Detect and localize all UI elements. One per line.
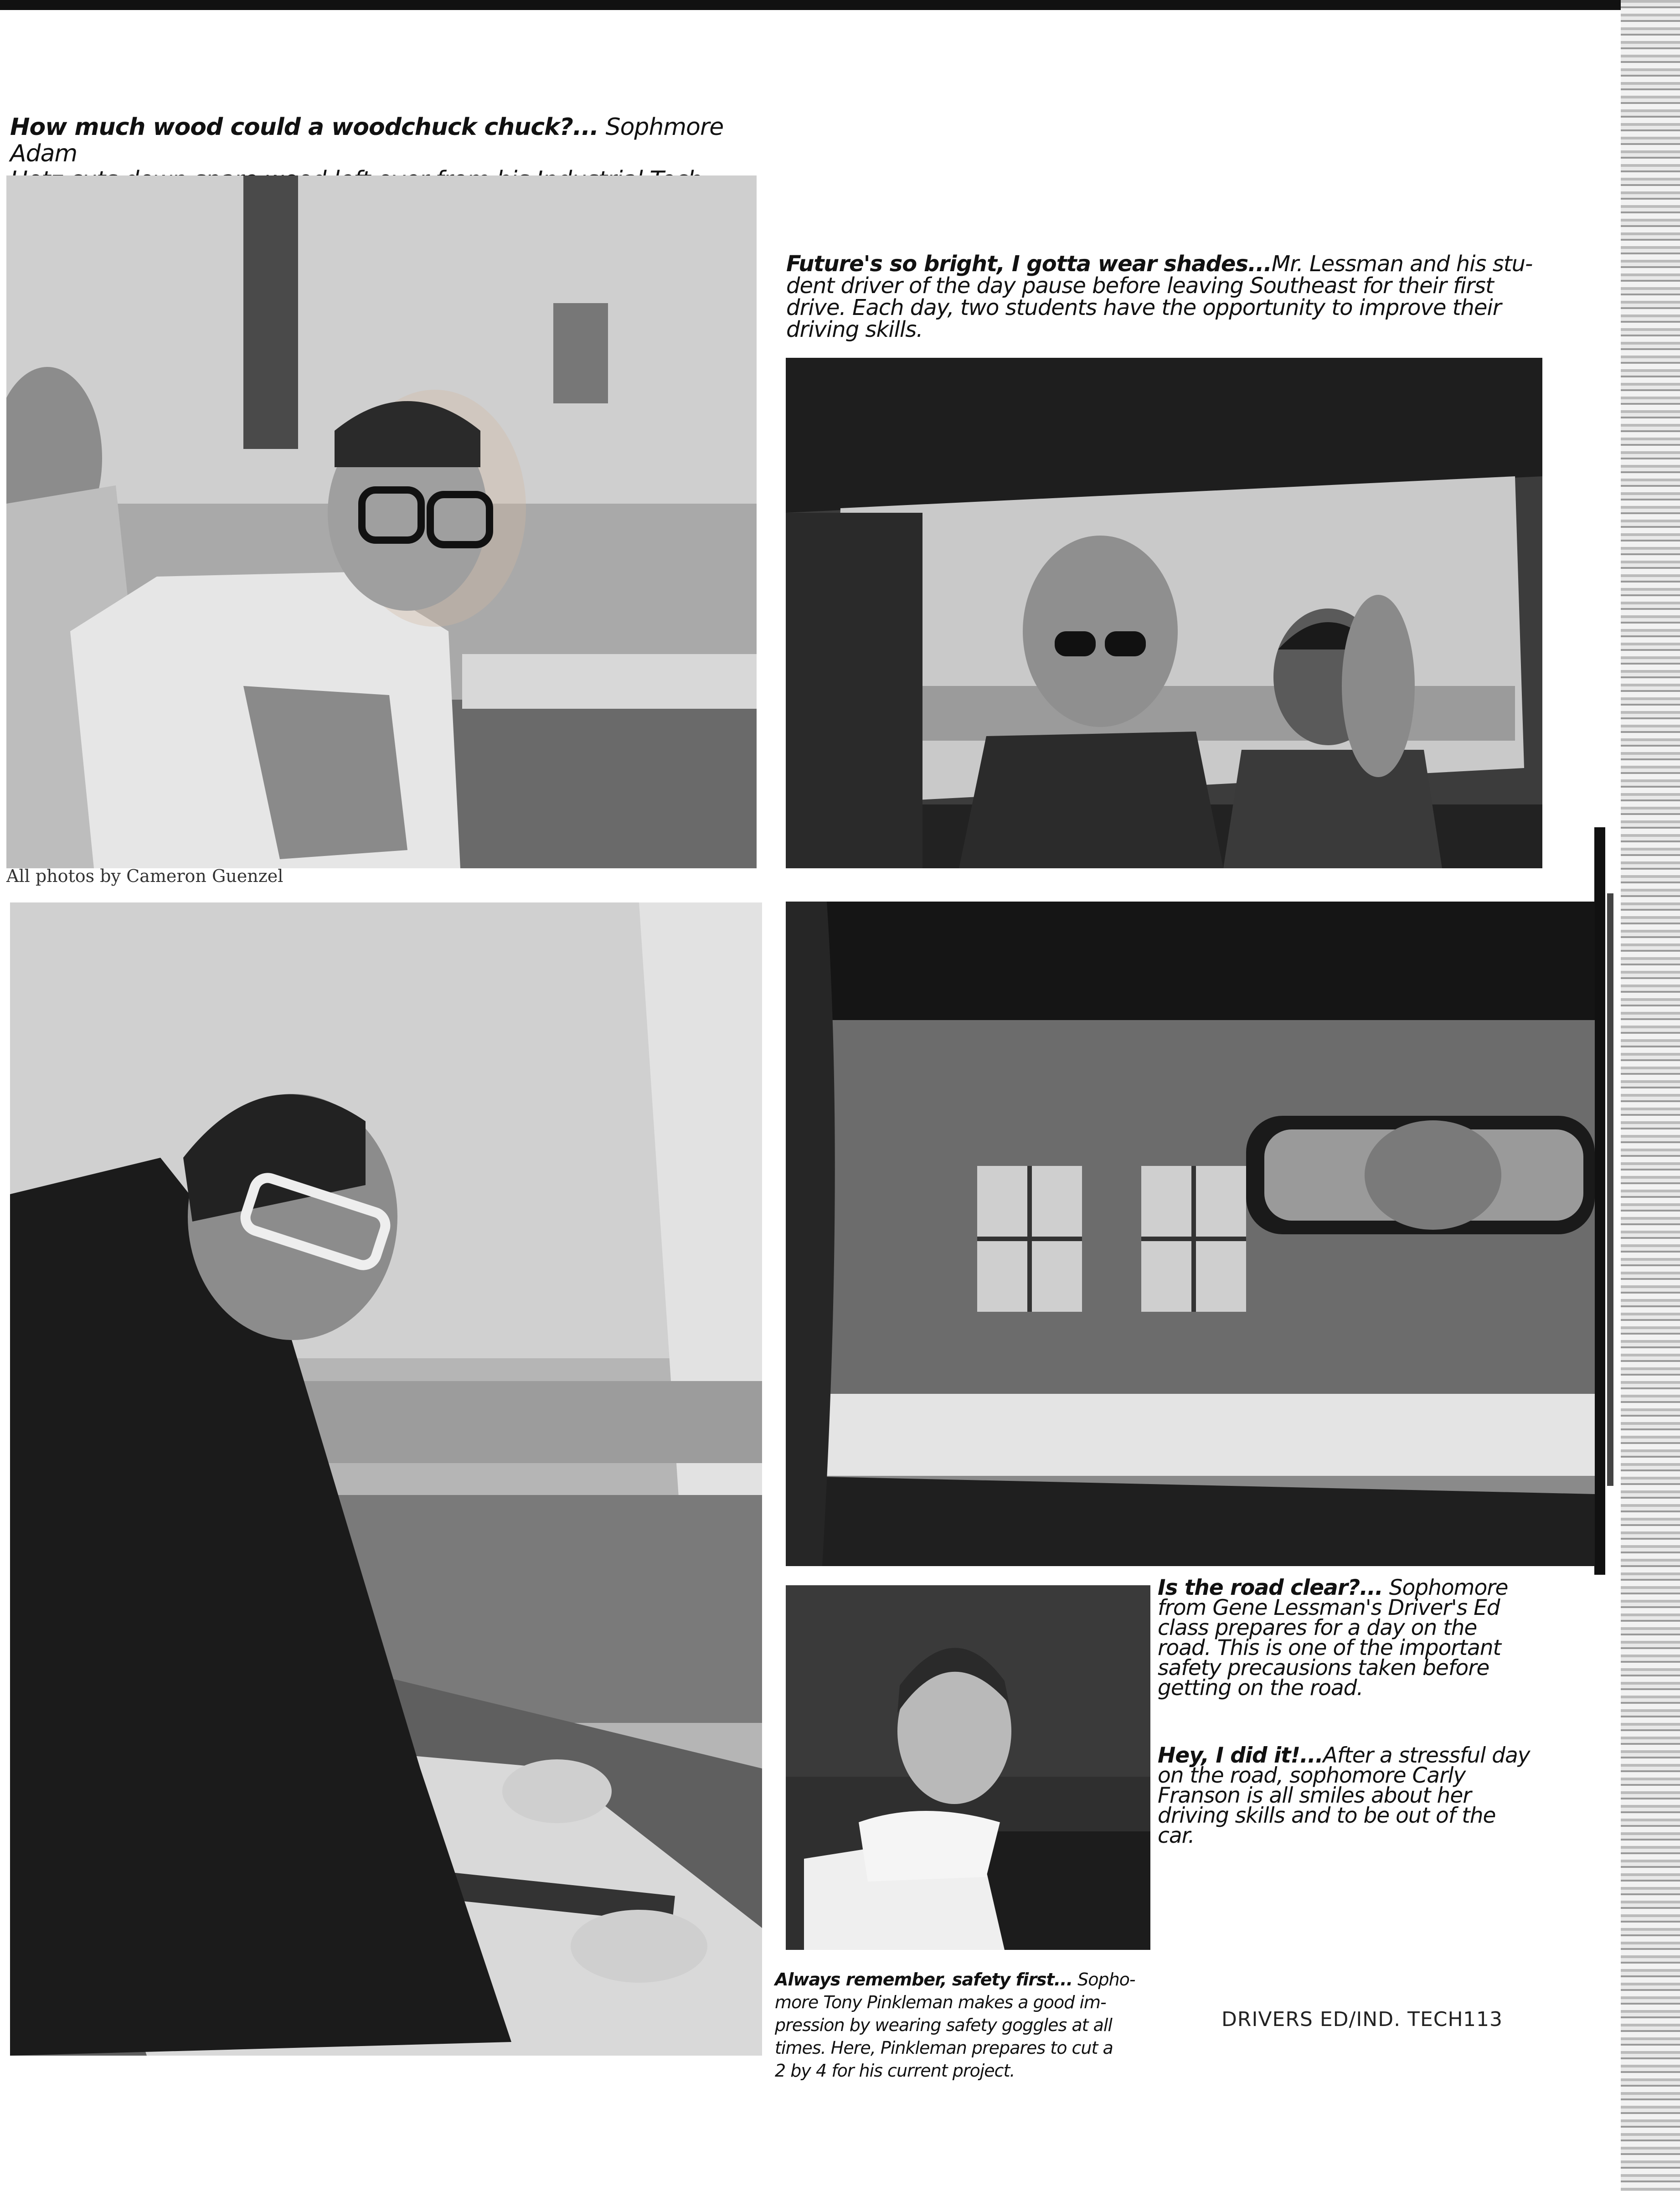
caption-did-it-text-3: Franson is all smiles about her	[1158, 1783, 1471, 1808]
caption-did-it-text-2: on the road, sophomore Carly	[1158, 1763, 1466, 1788]
caption-road-clear-text-2: from Gene Lessman's Driver's Ed	[1158, 1595, 1500, 1620]
caption-safety-text-5: 2 by 4 for his current project.	[775, 2061, 1015, 2081]
caption-did-it	[1158, 1743, 1536, 1848]
caption-woodchuck-lead: How much wood could a woodchuck chuck?...	[10, 113, 599, 141]
footer-section: DRIVERS ED/IND. TECH	[1221, 2008, 1464, 2031]
caption-road-clear-text-4: road. This is one of the important	[1158, 1635, 1501, 1660]
caption-shades-text: Mr. Lessman and his stu-	[1271, 251, 1533, 277]
photo-road-clear	[786, 902, 1595, 1566]
caption-safety-text: Sopho-	[1072, 1969, 1135, 1990]
caption-road-clear-text-5: safety precausions taken before	[1158, 1655, 1489, 1681]
caption-road-clear-text-3: class prepares for a day on the	[1158, 1615, 1477, 1640]
caption-shades-text-3: drive. Each day, two students have the opportunity to improve their	[786, 295, 1501, 320]
caption-did-it-text: After a stressful day	[1323, 1743, 1530, 1768]
caption-safety-lead: Always remember, safety first...	[775, 1969, 1073, 1990]
caption-shades	[786, 253, 1534, 340]
photo-woodchuck	[6, 175, 757, 868]
caption-shades-text-2: dent driver of the day pause before leaving Southeast for their first	[786, 273, 1494, 299]
caption-road-clear-lead: Is the road clear?...	[1158, 1575, 1383, 1600]
caption-did-it-text-4: driving skills and to be out of the	[1158, 1803, 1496, 1828]
caption-safety	[775, 1968, 1153, 2082]
caption-road-clear-text-6: getting on the road.	[1158, 1675, 1363, 1701]
caption-safety-text-3: pression by wearing safety goggles at all	[775, 2015, 1112, 2035]
caption-safety-text-4: times. Here, Pinkleman prepares to cut a	[775, 2038, 1113, 2058]
caption-shades-lead: Future's so bright, I gotta wear shades...	[786, 251, 1272, 277]
caption-did-it-lead: Hey, I did it!...	[1158, 1743, 1323, 1768]
photo-did-it	[786, 1585, 1150, 1950]
photo-safety-goggles	[10, 902, 762, 2056]
page-edge-bar-secondary	[1607, 893, 1613, 1486]
photo-credit: All photos by Cameron Guenzel	[6, 866, 283, 886]
footer-page-number: 113	[1463, 2008, 1503, 2031]
photo-shades	[786, 358, 1542, 868]
caption-road-clear-text: Sophomore	[1382, 1575, 1508, 1600]
page-edge-binding	[1621, 0, 1680, 2191]
page-edge-bar	[1594, 827, 1605, 1575]
top-border	[0, 0, 1680, 10]
caption-road-clear	[1158, 1575, 1536, 1701]
caption-safety-text-2: more Tony Pinkleman makes a good im-	[775, 1992, 1106, 2012]
caption-shades-text-4: driving skills.	[786, 317, 923, 342]
caption-woodchuck-text: Sophmore Adam	[10, 113, 724, 167]
caption-did-it-text-5: car.	[1158, 1823, 1195, 1848]
